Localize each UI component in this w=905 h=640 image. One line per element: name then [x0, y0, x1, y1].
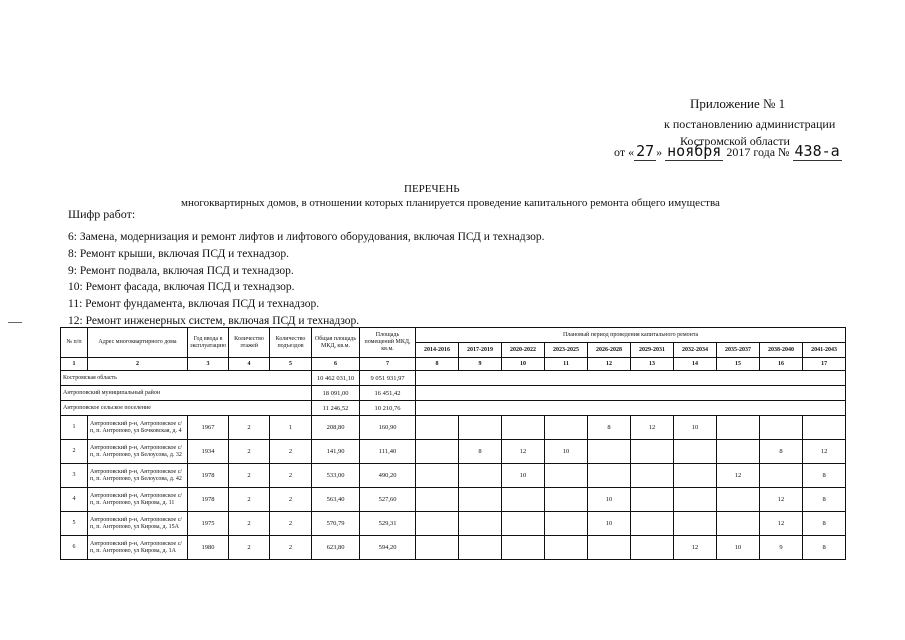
works-heading: Шифр работ:: [68, 207, 136, 221]
row-period-code: [803, 416, 846, 440]
work-item: 12: Ремонт инженерных систем, включая ПСД и технадзор.: [68, 314, 360, 327]
row-num: 2: [61, 440, 88, 464]
row-num: 5: [61, 512, 88, 536]
row-floors: 2: [229, 488, 270, 512]
row-period-code: 12: [803, 440, 846, 464]
row-year: 1975: [188, 512, 229, 536]
document-title: ПЕРЕЧЕНЬ: [404, 183, 460, 195]
row-num: 4: [61, 488, 88, 512]
row-period-code: 8: [803, 536, 846, 560]
row-premises-area: 594,20: [360, 536, 416, 560]
row-period-code: 8: [803, 488, 846, 512]
column-number: 11: [545, 358, 588, 371]
works-list: [68, 229, 545, 330]
header-entrances: Количество подъездов: [270, 328, 312, 358]
row-floors: 2: [229, 536, 270, 560]
row-premises-area: 529,31: [360, 512, 416, 536]
row-period-code: 10: [588, 488, 631, 512]
period-header: 2017-2019: [459, 343, 502, 358]
row-year: 1967: [188, 416, 229, 440]
row-period-code: [502, 416, 545, 440]
row-address: Антроповский р-н, Антроповское с/п, п. Антропово, ул Кирова, д. 11: [88, 488, 188, 512]
row-period-code: [760, 416, 803, 440]
row-address: Антроповский р-н, Антроповское с/п, п. Антропово, ул Кирова, д. 1А: [88, 536, 188, 560]
row-entrances: 1: [270, 416, 312, 440]
summary-spacer: [416, 386, 846, 401]
table-row: [61, 488, 846, 512]
row-entrances: 2: [270, 488, 312, 512]
summary-total-area: 10 462 031,10: [312, 371, 360, 386]
row-premises-area: 111,40: [360, 440, 416, 464]
row-period-code: 8: [760, 440, 803, 464]
column-number: 7: [360, 358, 416, 371]
row-year: 1978: [188, 488, 229, 512]
column-number: 17: [803, 358, 846, 371]
row-period-code: [502, 536, 545, 560]
row-total-area: 563,40: [312, 488, 360, 512]
row-period-code: [502, 488, 545, 512]
summary-name: Антроповский муниципальный район: [61, 386, 312, 401]
row-period-code: [459, 512, 502, 536]
summary-row: [61, 371, 846, 386]
table-row: [61, 512, 846, 536]
row-num: 1: [61, 416, 88, 440]
row-period-code: [631, 488, 674, 512]
table-body: [61, 328, 846, 560]
column-number: 3: [188, 358, 229, 371]
row-period-code: [459, 416, 502, 440]
row-total-area: 570,79: [312, 512, 360, 536]
row-period-code: [717, 488, 760, 512]
row-period-code: [631, 536, 674, 560]
row-period-code: [416, 464, 459, 488]
houses-table: [60, 327, 846, 560]
row-period-code: [588, 464, 631, 488]
summary-name: Костромская область: [61, 371, 312, 386]
table-row: [61, 440, 846, 464]
period-header: 2038-2040: [760, 343, 803, 358]
date-month: ноября: [667, 142, 722, 160]
row-period-code: [416, 440, 459, 464]
row-address: Антроповский р-н, Антроповское с/п, п. Антропово, ул Кирова, д. 15А: [88, 512, 188, 536]
header-premises-area: Площадь помещений МКД, кв.м.: [360, 328, 416, 358]
row-period-code: [545, 416, 588, 440]
summary-premises-area: 16 451,42: [360, 386, 416, 401]
row-period-code: 10: [717, 536, 760, 560]
row-period-code: 10: [588, 512, 631, 536]
row-period-code: 10: [545, 440, 588, 464]
row-period-code: 8: [803, 464, 846, 488]
row-period-code: [459, 536, 502, 560]
row-floors: 2: [229, 512, 270, 536]
summary-total-area: 18 091,00: [312, 386, 360, 401]
header-total-area: Общая площадь МКД, кв.м.: [312, 328, 360, 358]
period-header: 2023-2025: [545, 343, 588, 358]
row-period-code: 12: [760, 512, 803, 536]
row-period-code: [416, 488, 459, 512]
row-entrances: 2: [270, 440, 312, 464]
row-total-area: 623,80: [312, 536, 360, 560]
row-total-area: 141,90: [312, 440, 360, 464]
summary-name: Антроповское сельское поселение: [61, 401, 312, 416]
decree-number: 438-а: [794, 142, 840, 160]
column-number: 12: [588, 358, 631, 371]
summary-premises-area: 9 051 931,97: [360, 371, 416, 386]
row-period-code: 12: [760, 488, 803, 512]
row-period-code: [674, 512, 717, 536]
period-header: 2014-2016: [416, 343, 459, 358]
region-label: Костромской области: [680, 134, 790, 148]
column-number-row: [61, 358, 846, 371]
work-item: 6: Замена, модернизация и ремонт лифтов и лифтового оборудования, включая ПСД и технадзор.: [68, 231, 545, 243]
row-entrances: 2: [270, 512, 312, 536]
header-year: Год ввода в эксплуатацию: [188, 328, 229, 358]
row-period-code: [674, 440, 717, 464]
column-number: 2: [88, 358, 188, 371]
date-day: 27: [636, 142, 655, 160]
row-period-code: [545, 464, 588, 488]
row-address: Антроповский р-н, Антроповское с/п, п. Антропово, ул Белоусова, д. 42: [88, 464, 188, 488]
row-period-code: 10: [674, 416, 717, 440]
row-address: Антроповский р-н, Антроповское с/п, п. Антропово, ул Бочковская, д. 4: [88, 416, 188, 440]
row-premises-area: 160,90: [360, 416, 416, 440]
column-number: 16: [760, 358, 803, 371]
work-item: 9: Ремонт подвала, включая ПСД и технадзор.: [68, 264, 294, 277]
summary-row: [61, 386, 846, 401]
row-premises-area: 527,60: [360, 488, 416, 512]
row-period-code: [545, 536, 588, 560]
row-period-code: 10: [502, 464, 545, 488]
header-floors: Количество этажей: [229, 328, 270, 358]
header-plan-period: Плановый период проведения капитального ремонта: [416, 328, 846, 343]
row-address: Антроповский р-н, Антроповское с/п, п. Антропово, ул Белоусова, д. 32: [88, 440, 188, 464]
row-period-code: [674, 464, 717, 488]
date-year: 2017 года №: [726, 145, 790, 159]
row-period-code: [631, 512, 674, 536]
row-period-code: [717, 440, 760, 464]
column-number: 9: [459, 358, 502, 371]
column-number: 8: [416, 358, 459, 371]
header-row: [61, 328, 846, 343]
column-number: 14: [674, 358, 717, 371]
row-floors: 2: [229, 464, 270, 488]
row-period-code: 8: [803, 512, 846, 536]
row-num: 6: [61, 536, 88, 560]
row-period-code: [631, 464, 674, 488]
period-header: 2032-2034: [674, 343, 717, 358]
row-period-code: [717, 512, 760, 536]
summary-spacer: [416, 371, 846, 386]
row-entrances: 2: [270, 464, 312, 488]
row-period-code: 12: [502, 440, 545, 464]
margin-mark: [8, 322, 22, 323]
appendix-label: Приложение № 1: [690, 96, 786, 111]
date-day-close: »: [656, 145, 663, 159]
row-period-code: [588, 440, 631, 464]
row-period-code: 12: [674, 536, 717, 560]
period-header: 2041-2043: [803, 343, 846, 358]
row-period-code: [502, 512, 545, 536]
summary-premises-area: 10 210,76: [360, 401, 416, 416]
period-header: 2029-2031: [631, 343, 674, 358]
row-period-code: [717, 416, 760, 440]
row-period-code: [545, 512, 588, 536]
date-prefix: от «: [614, 145, 635, 159]
row-period-code: 12: [631, 416, 674, 440]
period-header: 2026-2028: [588, 343, 631, 358]
document-subtitle: многоквартирных домов, в отношении которых планируется проведение капитального ремонта общего имущества: [181, 197, 720, 209]
row-period-code: [674, 488, 717, 512]
column-number: 4: [229, 358, 270, 371]
summary-row: [61, 401, 846, 416]
work-item: 8: Ремонт крыши, включая ПСД и технадзор.: [68, 247, 290, 260]
header-num: № п/п: [61, 328, 88, 358]
row-period-code: [545, 488, 588, 512]
work-item: 10: Ремонт фасада, включая ПСД и технадзор.: [68, 281, 295, 294]
row-year: 1980: [188, 536, 229, 560]
row-period-code: 8: [459, 440, 502, 464]
row-year: 1978: [188, 464, 229, 488]
table-row: [61, 416, 846, 440]
decree-date: [614, 142, 842, 160]
row-total-area: 533,00: [312, 464, 360, 488]
row-floors: 2: [229, 416, 270, 440]
decree-label: к постановлению администрации: [664, 117, 836, 131]
row-total-area: 208,80: [312, 416, 360, 440]
table-row: [61, 536, 846, 560]
row-period-code: [416, 512, 459, 536]
row-period-code: [588, 536, 631, 560]
summary-spacer: [416, 401, 846, 416]
column-number: 10: [502, 358, 545, 371]
row-period-code: [459, 488, 502, 512]
column-number: 1: [61, 358, 88, 371]
row-floors: 2: [229, 440, 270, 464]
work-item: 11: Ремонт фундамента, включая ПСД и технадзор.: [68, 298, 320, 311]
period-header: 2020-2022: [502, 343, 545, 358]
row-period-code: 9: [760, 536, 803, 560]
summary-total-area: 11 246,52: [312, 401, 360, 416]
table-row: [61, 464, 846, 488]
row-period-code: [459, 464, 502, 488]
row-num: 3: [61, 464, 88, 488]
column-number: 15: [717, 358, 760, 371]
row-period-code: 8: [588, 416, 631, 440]
column-number: 5: [270, 358, 312, 371]
row-entrances: 2: [270, 536, 312, 560]
row-period-code: [760, 464, 803, 488]
row-period-code: [631, 440, 674, 464]
period-header: 2035-2037: [717, 343, 760, 358]
column-number: 13: [631, 358, 674, 371]
header-address: Адрес многоквартирного дома: [88, 328, 188, 358]
row-period-code: 12: [717, 464, 760, 488]
row-premises-area: 490,20: [360, 464, 416, 488]
row-year: 1934: [188, 440, 229, 464]
row-period-code: [416, 416, 459, 440]
column-number: 6: [312, 358, 360, 371]
row-period-code: [416, 536, 459, 560]
